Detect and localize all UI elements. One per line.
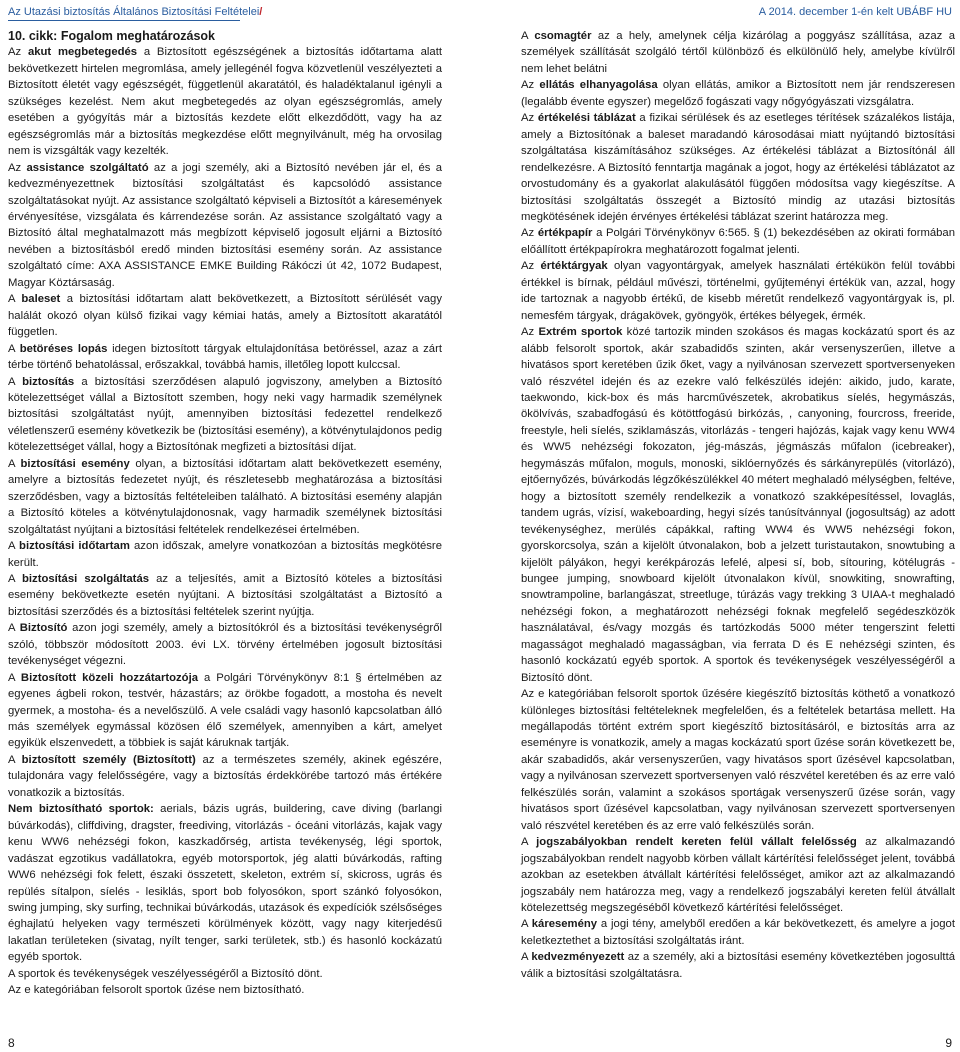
running-header	[8, 6, 952, 20]
paragraph-text: A sportok és tevékenységek veszélyességéről a Biztosító dönt.	[8, 967, 323, 980]
defined-term: biztosítási időtartam	[19, 540, 130, 553]
paragraph-text: A	[521, 951, 532, 964]
section-heading: 10. cikk: Fogalom meghatározások	[8, 29, 216, 43]
definition-paragraph	[8, 966, 442, 982]
paragraph-text: a fizikai sérülések és az esetleges térítések százalékos listája, amely a Biztosítónak a baleset maradandó károsodásai miatt nyújtandó biztosítási szolgáltatása kiszámításához szükséges. Az értékelési táblázat a Biztosítónál áll rendelkezésre. A Biztosító fenntartja magának a jogot, hogy az értékelési táblázatot az orvostudomány és a gyakorlat alakulásától függően módosítsa vagy kiegészítse. A biztosítási szolgáltatás összegét a Biztosító mindig az utazási biztosítás megkötésének idején érvényes értékelési táblázat szerint határozza meg.	[521, 112, 955, 223]
paragraph-text: Az	[521, 326, 539, 339]
defined-term: jogszabályokban rendelt kereten felül vállalt felelősség	[536, 836, 857, 849]
paragraph-text: Az	[521, 227, 538, 240]
paragraph-text: A	[8, 753, 22, 766]
paragraph-text: aerials, bázis ugrás, buildering, cave diving (barlangi búvárkodás), cliffdiving, dragster, freediving, vitorlázás - óceáni vitorlázás, kajak vagy kenu WW6 nehézségi fokon, kaszkadőrség, artista tevékenység, légi sportok, vadászat egzotikus vadállatokra, egyéb motorsportok, jég alatti búvárkodás, rafting WW6 nehézségi fok felett, északi összetett, skeleton, extrém sí, skicross, ugrás és repülés sítalpon, síelés - lesiklás, sport bob folyosókon, sport szánkó folyosókon, swing jumping, sky surfing, technikai búvárkodás, utazások és expedíciók szélsőséges éghajlatú helyeken vagy természeti körülmények között, vagy nagy kiterjedésű lakatlan területeken (sivatag, nyílt tenger, sarki területek, stb.) és hasonló kockázatú egyéb sportok.	[8, 803, 442, 964]
defined-term: Biztosított közeli hozzátartozója	[20, 671, 198, 684]
paragraph-text: a biztosítási szerződésen alapuló jogviszony, amelyben a Biztosító kötelezettséget vállal a Biztosított szemben, hogy neki vagy harmadik személynek biztosítási szolgáltatást nyújt, amennyiben biztosítási fedezettel rendelkező véletlenszerű esemény következik be (biztosítási esemény), a kötvénytulajdonos pedig kötelezettséget vállal, hogy a Biztosítónak megfizeti a biztosítási díjat.	[8, 375, 442, 454]
definition-paragraph	[521, 77, 955, 110]
paragraph-text: azon jogi személy, amely a biztosítókról és a biztosítási tevékenységről szóló, többször módosított 2003. évi LX. törvény értelmében jogosult biztosítási tevékenységet végezni.	[8, 622, 442, 668]
paragraph-text: olyan vagyontárgyak, amelyek használati értékükön felül további értékkel is bírnak, például művészi, történelmi, gyűjteményi értékük van, azzal, hogy ide tartoznak a nagyobb értékű, de kisebb méretűt rendelkező vagyontárgyak is, pl. nemesfém tárgyak, drágakövek, gyöngyök, értékes bélyegek, érmék.	[521, 260, 955, 322]
defined-term: ellátás elhanyagolása	[539, 79, 658, 92]
paragraph-text: a biztosítási időtartam alatt bekövetkezett, a Biztosított sérülését vagy halálát okozó olyan külső fizikai vagy kémiai hatás, amely a Biztosított akaratától független.	[8, 293, 442, 339]
header-title: Az Utazási biztosítás Általános Biztosítási Feltételei/	[8, 6, 263, 18]
paragraph-text: Az	[521, 260, 541, 273]
definition-paragraph	[521, 834, 955, 916]
defined-term: assistance szolgáltató	[26, 161, 149, 174]
definition-paragraph	[8, 160, 442, 292]
paragraph-text: olyan ellátás, amikor a Biztosított nem jár rendszeresen (legalább évente egyszer) megelőző fogászati vagy nőgyógyászati vizsgálatra.	[521, 79, 956, 108]
paragraph-text: A	[8, 572, 23, 585]
paragraph-text: Az	[521, 112, 538, 125]
definition-paragraph	[8, 620, 442, 669]
defined-term: értékelési táblázat	[537, 112, 636, 125]
paragraph-text: a Polgári Törvénykönyv 8:1 § értelmében az egyenes ágbeli rokon, testvér, házastárs; az örökbe fogadott, a mostoha és nevelt gyermek, a mostoha- és a nevelőszülő. A vele családi vagy hasonló kapcsolatban álló más személyek egymással közösen élő személyek, amennyiben a kárt, amelyet egyikük elszenvedett, a többiek is saját káruknak tartják.	[8, 671, 443, 750]
defined-term: baleset	[21, 293, 61, 306]
defined-term: akut megbetegedés	[27, 46, 138, 59]
paragraph-text: a Biztosított egészségének a biztosítás időtartama alatt bekövetkezett hirtelen megromlása, amely jellegénél fogva közvetlenül veszélyezteti a Biztosított életét vagy egészségét, függetlenül akaratától, és haladéktalanul igényli a szükséges kezelést. Nem akut megbetegedés az olyan egészségromlás, amely esetében a gyógyítás már a biztosítás kezdete előtt elkezdődött, vagy ha az egészségromlás már a biztosítás megkezdése előtt megnyilvánult, még ha orvosilag nem is vizsgálták vagy kezelték.	[8, 46, 442, 158]
right-column	[521, 28, 955, 982]
paragraph-text: A	[8, 622, 20, 635]
paragraph-text: Az	[521, 79, 540, 92]
header-rule	[8, 20, 240, 21]
paragraph-text: olyan, a biztosítási időtartam alatt bekövetkezett esemény, amelyre a biztosítás fedezetet nyújt, és részletesebb meghatározása a biztosítási szerződésben, vagy a biztosítás feltételeiben található. A biztosítási esemény alapján a Biztosító köteles a kötvénytulajdonosnak, vagy harmadik személynek biztosítási szolgáltatást nyújtani a biztosítási feltételek rendelkezései értelmében.	[8, 457, 442, 536]
paragraph-text: Az	[8, 161, 27, 174]
paragraph-text: az a jogi személy, aki a Biztosító nevében jár el, és a kedvezményezettnek biztosítási szolgáltatást és kapcsolódó assistance szolgáltatásokat nyújt. Az assistance szolgáltató képviseli a Biztosítót a káresemények érvényesítése, vizsgálata és kárrendezése során. Az assistance szolgáltató vagy a Biztosító által meghatalmazott más megbízott képviselő jogosult eljárni a Biztosító nevében a biztosításból eredő minden biztosítási esemény során. Az assistance szolgáltató címe: AXA ASSISTANCE EMKE Building Rákóczi út 42, 1072 Budapest, Magyar Köztársaság.	[8, 161, 442, 289]
definition-paragraph	[8, 374, 442, 456]
definition-paragraph	[8, 571, 442, 620]
defined-term: kedvezményezett	[531, 951, 625, 964]
paragraph-text: Az e kategóriában felsorolt sportok űzésére kiegészítő biztosítás köthető a vonatkozó különleges biztosítási feltételeknek megfelelően, és a feltételek betartása mellett. Ha megállapodás történt extrém sport kiegészítő biztosításáról, e biztosítás arra az eseményre is vonatkozik, amely a magas kockázatú sport űzése során következett be, akár szabadidős, akár versenyszerűen, vagy hivatásos sport űzésével kapcsolatban, vagy a nyilvánosan szervezett sportversenyen való részvétel keretében és az erre való felkészülés során, valamint a szokásos sportágak versenyszerű űzése során, vagy hivatásos sport űzésével kapcsolatban, vagy nyilvánosan szervezett sportversenyen való részvétel keretében és az erre való felkészülés során.	[521, 688, 955, 832]
definition-paragraph	[8, 801, 442, 966]
header-slash-mark: /	[259, 6, 263, 18]
defined-term: káresemény	[531, 918, 598, 931]
paragraph-text: az a hely, amelynek célja kizárólag a poggyász szállítása, azaz a személyek szállítását szolgáló tértől különböző és elkülönülő hely, amelybe kívülről nem lehet belátni	[521, 30, 955, 75]
defined-term: Nem biztosítható sportok:	[8, 803, 154, 816]
definition-paragraph	[521, 949, 955, 982]
definition-paragraph	[8, 982, 442, 998]
definition-paragraph	[8, 538, 442, 571]
paragraph-text: A	[8, 540, 20, 553]
paragraph-text: Az e kategóriában felsorolt sportok űzése nem biztosítható.	[8, 984, 305, 997]
defined-term: Biztosító	[19, 622, 68, 635]
defined-term: biztosítási esemény	[20, 457, 130, 470]
definition-paragraph	[8, 44, 442, 159]
definition-paragraph	[8, 291, 442, 340]
defined-term: betöréses lopás	[19, 342, 108, 355]
defined-term: értékpapír	[537, 227, 593, 240]
defined-term: biztosított személy (Biztosított)	[21, 753, 196, 766]
paragraph-text: A	[521, 918, 532, 931]
definition-paragraph	[521, 916, 955, 949]
definition-paragraph	[521, 258, 955, 324]
paragraph-text: A	[8, 342, 20, 355]
paragraph-text: az a teljesítés, amit a Biztosító köteles a biztosítási esemény bekövetkezte esetén nyújtani. A biztosítási szolgáltatást a Biztosító a biztosítási szerződés és a biztosítási feltételek szerint nyújtja.	[8, 572, 443, 618]
header-document-date: A 2014. december 1-én kelt UBÁBF HU	[758, 6, 952, 18]
paragraph-text: A	[8, 457, 21, 470]
paragraph-text: közé tartozik minden szokásos és magas kockázatú sport és az alább felsorolt sportok, akár szabadidős szinten, akár versenyszerűen, illetve a hivatásos sport keretében űzik őket, vagy a nyilvánosan szervezett sportversenyeken való részvétel idején és az ezekre való felkészülés idején: aikido, judo, karate, taekwondo, kick-box és más harcművészetek, akrobatikus síelés, hegymászás, ökölvívás, szabadfogású és kötöttfogású birkózás, , canyoning, fourcross, freeride, freestyle, heli síelés, sziklamászás, vitorlázás - tengeri hajózás, kajak vagy kenu WW4 és WW5 nehézségi fokozaton, jég-mászás, jégmászás műfalon (icebreaker), hegymászás műfalon, moguls, monoski, siklóernyőzés és sárkányrepülés (vitorlázó), ejtőernyőzés, búvárkodás légzőkészülékkel 40 métert meghaladó mélységben, feltéve, hogy a biztosított személy rendelkezik a vonatkozó szakképesítéssel, lovaglás, tandem ugrás, vízisí, wakeboarding, hegyi sízés tanúsítvánnyal (jogosultság) az adott tevékenységhez, merülés cápákkal, rafting WW4 és WW5 nehézségi fokon, gyorskorcsolya, szán a kijelölt útvonalakon, bob a jelzett turistautakon, snowtubing a kijelölt pályákon, hegyi kerékpározás lefelé, alpesi sí, bob, sítouring, kötélugrás - bungee jumping, snowboard kijelölt útvonalakon kívül, snowkiting, snowrafting, snowtrampoline, barlangászat, streetluge, túrázás vagy trekking 3 UIAA-t meghaladó nehézségi fokon, a meghatározott nehézségi foknak megfelelő segédeszközök használatával, és/vagy mozgás és tartózkodás 5000 méter tengerszint feletti magasságot meghaladó magasságban, via ferrata D és E nehézségi szinten, és hasonló kockázatú egyéb sportok. A sportok és tevékenységek veszélyességéről a Biztosító dönt.	[521, 326, 955, 684]
defined-term: biztosítás	[22, 375, 75, 388]
page-number-right: 9	[945, 1036, 952, 1050]
defined-term: biztosítási szolgáltatás	[22, 572, 150, 585]
paragraph-text: Az	[8, 46, 28, 59]
paragraph-text: A	[8, 375, 23, 388]
paragraph-text: az a természetes személy, akinek egészére, tulajdonára vagy felelősségére, vagy a biztosítás érdekkörébe tartozó más értékére vonatkozik a biztosítás.	[8, 753, 442, 799]
left-column	[8, 28, 442, 999]
definition-paragraph	[8, 752, 442, 801]
paragraph-text: idegen biztosított tárgyak eltulajdonítása betöréssel, azaz a zárt térbe történő behatolással, erőszakkal, továbbá hamis, illetőleg lopott kulccsal.	[8, 342, 442, 372]
paragraph-text: A	[8, 671, 21, 684]
defined-term: értéktárgyak	[540, 260, 608, 273]
definition-paragraph	[521, 225, 955, 258]
defined-term: csomagtér	[534, 30, 592, 42]
paragraph-text: A	[521, 836, 537, 849]
definition-paragraph	[8, 341, 442, 374]
definition-paragraph	[8, 670, 442, 752]
paragraph-text: a Polgári Törvénykönyv 6:565. § (1) bekezdésében az okirati formában előállított értékpapírokra meghatározott fogalmat jelenti.	[521, 227, 955, 256]
definition-paragraph	[521, 686, 955, 834]
definition-paragraph	[8, 456, 442, 538]
paragraph-text: azon időszak, amelyre vonatkozóan a biztosítás megkötésre került.	[8, 540, 442, 569]
definition-paragraph	[521, 324, 955, 686]
definition-paragraph	[521, 110, 955, 225]
paragraph-text: A	[521, 30, 535, 42]
paragraph-text: az alkalmazandó jogszabályokban rendelt nagyobb körben vállalt kártérítési felelősséget jelent, továbbá azokban az esetekben átvállalt kártérítési felelősséget, amikor azt az alkalmazandó jogszabály nem határozza meg, vagy a rendelkező jogszabályi kereten felül átvállalt kötelezettség megszegéséből következő kártérítési felelősséget.	[521, 836, 955, 915]
defined-term: Extrém sportok	[538, 326, 623, 339]
paragraph-text: a jogi tény, amelyből eredően a kár bekövetkezett, és amelyre a jogot keletkeztethet a biztosítási szolgáltatás iránt.	[521, 918, 955, 947]
paragraph-text: A	[8, 293, 22, 306]
paragraph-text: az a személy, aki a biztosítási esemény következtében jogosulttá válik a biztosítási szolgáltatásra.	[521, 951, 955, 980]
definition-paragraph	[521, 28, 955, 77]
page-number-left: 8	[8, 1036, 15, 1050]
